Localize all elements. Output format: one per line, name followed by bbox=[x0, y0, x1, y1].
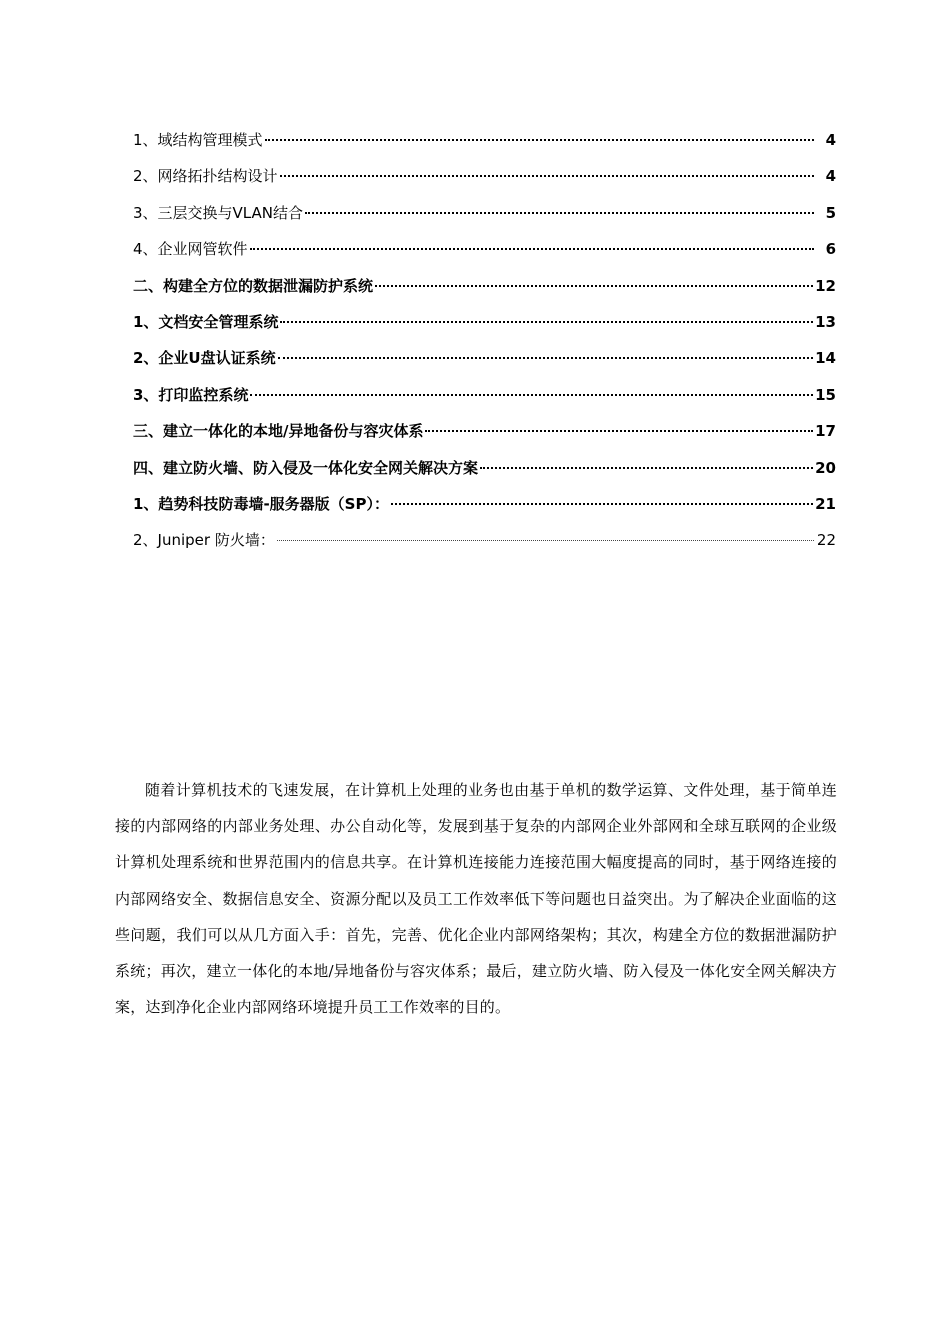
toc-entry-title: 1、域结构管理模式 bbox=[133, 131, 263, 149]
toc-dot-leader bbox=[278, 357, 814, 359]
toc-entry[interactable] bbox=[133, 158, 836, 194]
toc-entry-title: 2、企业U盘认证系统 bbox=[133, 349, 276, 368]
toc-entry-page: 14 bbox=[815, 349, 836, 368]
toc-entry-page: 4 bbox=[825, 167, 836, 186]
toc-entry[interactable] bbox=[133, 195, 836, 231]
toc-entry-title: 3、打印监控系统 bbox=[133, 385, 249, 404]
toc-entry-title: 4、企业网管软件 bbox=[133, 240, 248, 259]
toc-dot-leader bbox=[277, 540, 814, 541]
toc-entry-title: 二、构建全方位的数据泄漏防护系统 bbox=[133, 276, 374, 295]
toc-entry-title: 1、趋势科技防毒墙-服务器版（SP）： bbox=[133, 494, 389, 513]
toc-entry[interactable] bbox=[133, 122, 836, 158]
toc-entry[interactable] bbox=[133, 413, 836, 449]
toc-dot-leader bbox=[280, 321, 813, 323]
toc-dot-leader bbox=[305, 212, 814, 214]
toc-entry-title: 四、建立防火墙、防入侵及一体化安全网关解决方案 bbox=[133, 458, 479, 477]
toc-entry[interactable] bbox=[133, 268, 836, 304]
toc-entry-page: 4 bbox=[825, 131, 836, 149]
toc-entry-title: 1、文档安全管理系统 bbox=[133, 312, 279, 331]
toc-entry[interactable] bbox=[133, 340, 836, 376]
toc-dot-leader bbox=[280, 175, 814, 177]
toc-entry[interactable] bbox=[133, 486, 836, 522]
toc-entry-page: 21 bbox=[815, 494, 836, 513]
toc-entry-page: 22 bbox=[816, 531, 836, 550]
toc-entry-title: 2、Juniper 防火墙： bbox=[133, 531, 275, 550]
intro-paragraph: 随着计算机技术的飞速发展，在计算机上处理的业务也由基于单机的数学运算、文件处理，基于简单连接的内部网络的内部业务处理、办公自动化等，发展到基于复杂的内部网企业外部网和全球互联网的企业级计算机处理系统和世界范围内的信息共享。在计算机连接能力连接范围大幅度提高的同时，基于网络连接的内部网络安全、数据信息安全、资源分配以及员工工作效率低下等问题也日益突出。为了解决企业面临的这些问题，我们可以从几方面入手：首先，完善、优化企业内部网络架构；其次，构建全方位的数据泄漏防护系统；再次，建立一体化的本地/异地备份与容灾体系；最后，建立防火墙、防入侵及一体化安全网关解决方案，达到净化企业内部网络环境提升员工工作效率的目的。 bbox=[115, 781, 837, 1017]
toc-entry[interactable] bbox=[133, 522, 836, 558]
toc-entry-page: 20 bbox=[815, 458, 836, 477]
toc-dot-leader bbox=[480, 467, 813, 469]
toc-dot-leader bbox=[250, 248, 814, 250]
toc-entry-page: 5 bbox=[825, 203, 836, 222]
toc-entry-title: 3、三层交换与VLAN结合 bbox=[133, 203, 303, 222]
toc-entry-page: 15 bbox=[815, 385, 836, 404]
toc-entry[interactable] bbox=[133, 450, 836, 486]
toc-entry-title: 2、网络拓扑结构设计 bbox=[133, 167, 278, 186]
toc-entry[interactable] bbox=[133, 231, 836, 267]
toc-entry-page: 12 bbox=[815, 276, 836, 295]
toc-entry-title: 三、建立一体化的本地/异地备份与容灾体系 bbox=[133, 422, 424, 441]
table-of-contents bbox=[133, 122, 836, 559]
toc-dot-leader bbox=[391, 503, 813, 505]
toc-entry[interactable] bbox=[133, 304, 836, 340]
toc-entry-page: 13 bbox=[815, 312, 836, 331]
toc-entry[interactable] bbox=[133, 377, 836, 413]
toc-entry-page: 17 bbox=[815, 422, 836, 441]
toc-entry-page: 6 bbox=[825, 240, 836, 259]
toc-dot-leader bbox=[375, 285, 813, 287]
toc-dot-leader bbox=[250, 394, 813, 396]
toc-dot-leader bbox=[265, 139, 814, 141]
toc-dot-leader bbox=[425, 430, 813, 432]
